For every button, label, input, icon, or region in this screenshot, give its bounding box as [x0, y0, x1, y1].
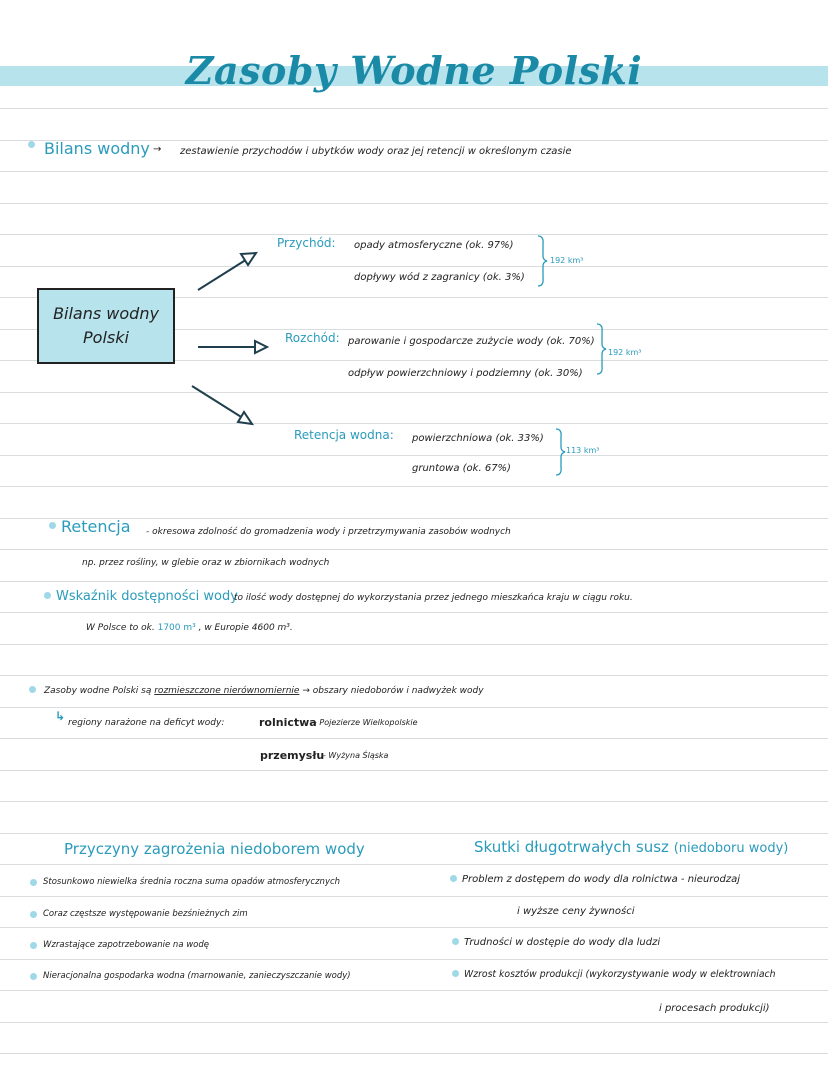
poland-value: 1700 m³	[157, 623, 196, 633]
wskaznik-definition: to ilość wody dostępnej do wykorzystania przez jednego mieszkańca kraju w ciągu roku.	[234, 593, 633, 603]
arrow-up-right	[198, 256, 252, 290]
rozchod-item2: odpływ powierzchniowy i podziemny (ok. 30%)	[348, 368, 583, 379]
wskaznik-term: Wskaźnik dostępności wody	[56, 589, 238, 604]
distribution-highlight: rozmieszczone nierównomiernie	[154, 686, 300, 696]
effects-item3-line2: i procesach produkcji)	[659, 1003, 770, 1014]
effects-item3-line1: Wzrost kosztów produkcji (wykorzystywanie wody w elektrowniach	[464, 969, 776, 980]
przychod-total: 192 km³	[550, 256, 584, 265]
bullet-icon	[29, 686, 36, 693]
retencja-line2: np. przez rośliny, w glebie oraz w zbiornikach wodnych	[82, 558, 330, 568]
region2-label: przemysłu	[260, 749, 325, 762]
bullet-icon	[452, 938, 459, 945]
przychod-item2: dopływy wód z zagranicy (ok. 3%)	[354, 272, 525, 283]
effects-heading-main: Skutki długotrwałych susz	[474, 838, 669, 856]
retencja-term: Retencja	[61, 517, 131, 536]
wskaznik-line2	[86, 623, 293, 633]
cause-item: Coraz częstsze występowanie bezśnieżnych zim	[43, 909, 248, 919]
distribution-line1-prefix: Zasoby wodne Polski są	[44, 686, 152, 696]
rozchod-total: 192 km³	[608, 348, 642, 357]
bilans-definition: zestawienie przychodów i ubytków wody oraz jej retencji w określonym czasie	[180, 146, 572, 157]
arrow-head-right	[255, 341, 267, 353]
rozchod-label: Rozchód:	[285, 331, 340, 345]
region1-value: - Pojezierze Wielkopolskie	[314, 718, 418, 727]
wskaznik-line2-prefix: W Polsce to ok.	[86, 623, 155, 633]
bullet-icon	[30, 911, 37, 918]
arrow-right-icon: →	[153, 144, 162, 155]
effects-item1-line2: i wyższe ceny żywności	[517, 906, 635, 917]
page-title: Zasoby Wodne Polski	[185, 48, 643, 93]
effects-item1-line1: Problem z dostępem do wody dla rolnictwa - nieurodzaj	[462, 874, 741, 885]
retencja-wodna-total: 113 km³	[566, 446, 600, 455]
rozchod-item1: parowanie i gospodarcze zużycie wody (ok. 70%)	[348, 336, 595, 347]
cause-item: Nieracjonalna gospodarka wodna (marnowanie, zanieczyszczanie wody)	[43, 971, 351, 981]
distribution-line1-suffix: → obszary niedoborów i nadwyżek wody	[302, 686, 484, 696]
bilans-box-line2: Polski	[83, 328, 129, 347]
brace-retencja	[556, 429, 565, 475]
arrow-head-down	[238, 412, 252, 424]
retencja-wodna-item2: gruntowa (ok. 67%)	[412, 463, 511, 474]
effects-item2: Trudności w dostępie do wody dla ludzi	[464, 937, 661, 948]
distribution-line2-prefix: regiony narażone na deficyt wody:	[68, 718, 225, 728]
wskaznik-line2-suffix: , w Europie 4600 m³.	[198, 623, 293, 633]
arrow-head-up	[241, 253, 256, 265]
bullet-icon	[450, 875, 457, 882]
przychod-item1: opady atmosferyczne (ok. 97%)	[354, 240, 514, 251]
bullet-icon	[30, 942, 37, 949]
sub-arrow-icon: ↳	[55, 709, 66, 723]
effects-heading	[474, 838, 788, 856]
effects-heading-paren: (niedoboru wody)	[673, 841, 789, 856]
bullet-icon	[49, 522, 56, 529]
brace-rozchod	[597, 324, 606, 374]
bilans-box-line1: Bilans wodny	[53, 304, 159, 323]
distribution-line1	[44, 686, 484, 696]
bullet-icon	[44, 592, 51, 599]
bullet-icon	[30, 973, 37, 980]
bullet-icon	[30, 879, 37, 886]
cause-item: Wzrastające zapotrzebowanie na wodę	[43, 940, 210, 950]
brace-przychod	[538, 236, 547, 286]
cause-item: Stosunkowo niewielka średnia roczna suma opadów atmosferycznych	[43, 877, 341, 887]
retencja-wodna-label: Retencja wodna:	[294, 428, 394, 442]
bilans-term: Bilans wodny	[44, 139, 150, 158]
region2-value: - Wyżyna Śląska	[323, 751, 389, 760]
arrow-down-right	[192, 386, 246, 420]
przychod-label: Przychód:	[277, 236, 336, 250]
retencja-definition: - okresowa zdolność do gromadzenia wody i przetrzymywania zasobów wodnych	[146, 527, 511, 537]
bullet-icon	[452, 970, 459, 977]
retencja-wodna-item1: powierzchniowa (ok. 33%)	[412, 433, 544, 444]
causes-heading: Przyczyny zagrożenia niedoborem wody	[64, 840, 365, 858]
region1-label: rolnictwa	[259, 716, 317, 729]
